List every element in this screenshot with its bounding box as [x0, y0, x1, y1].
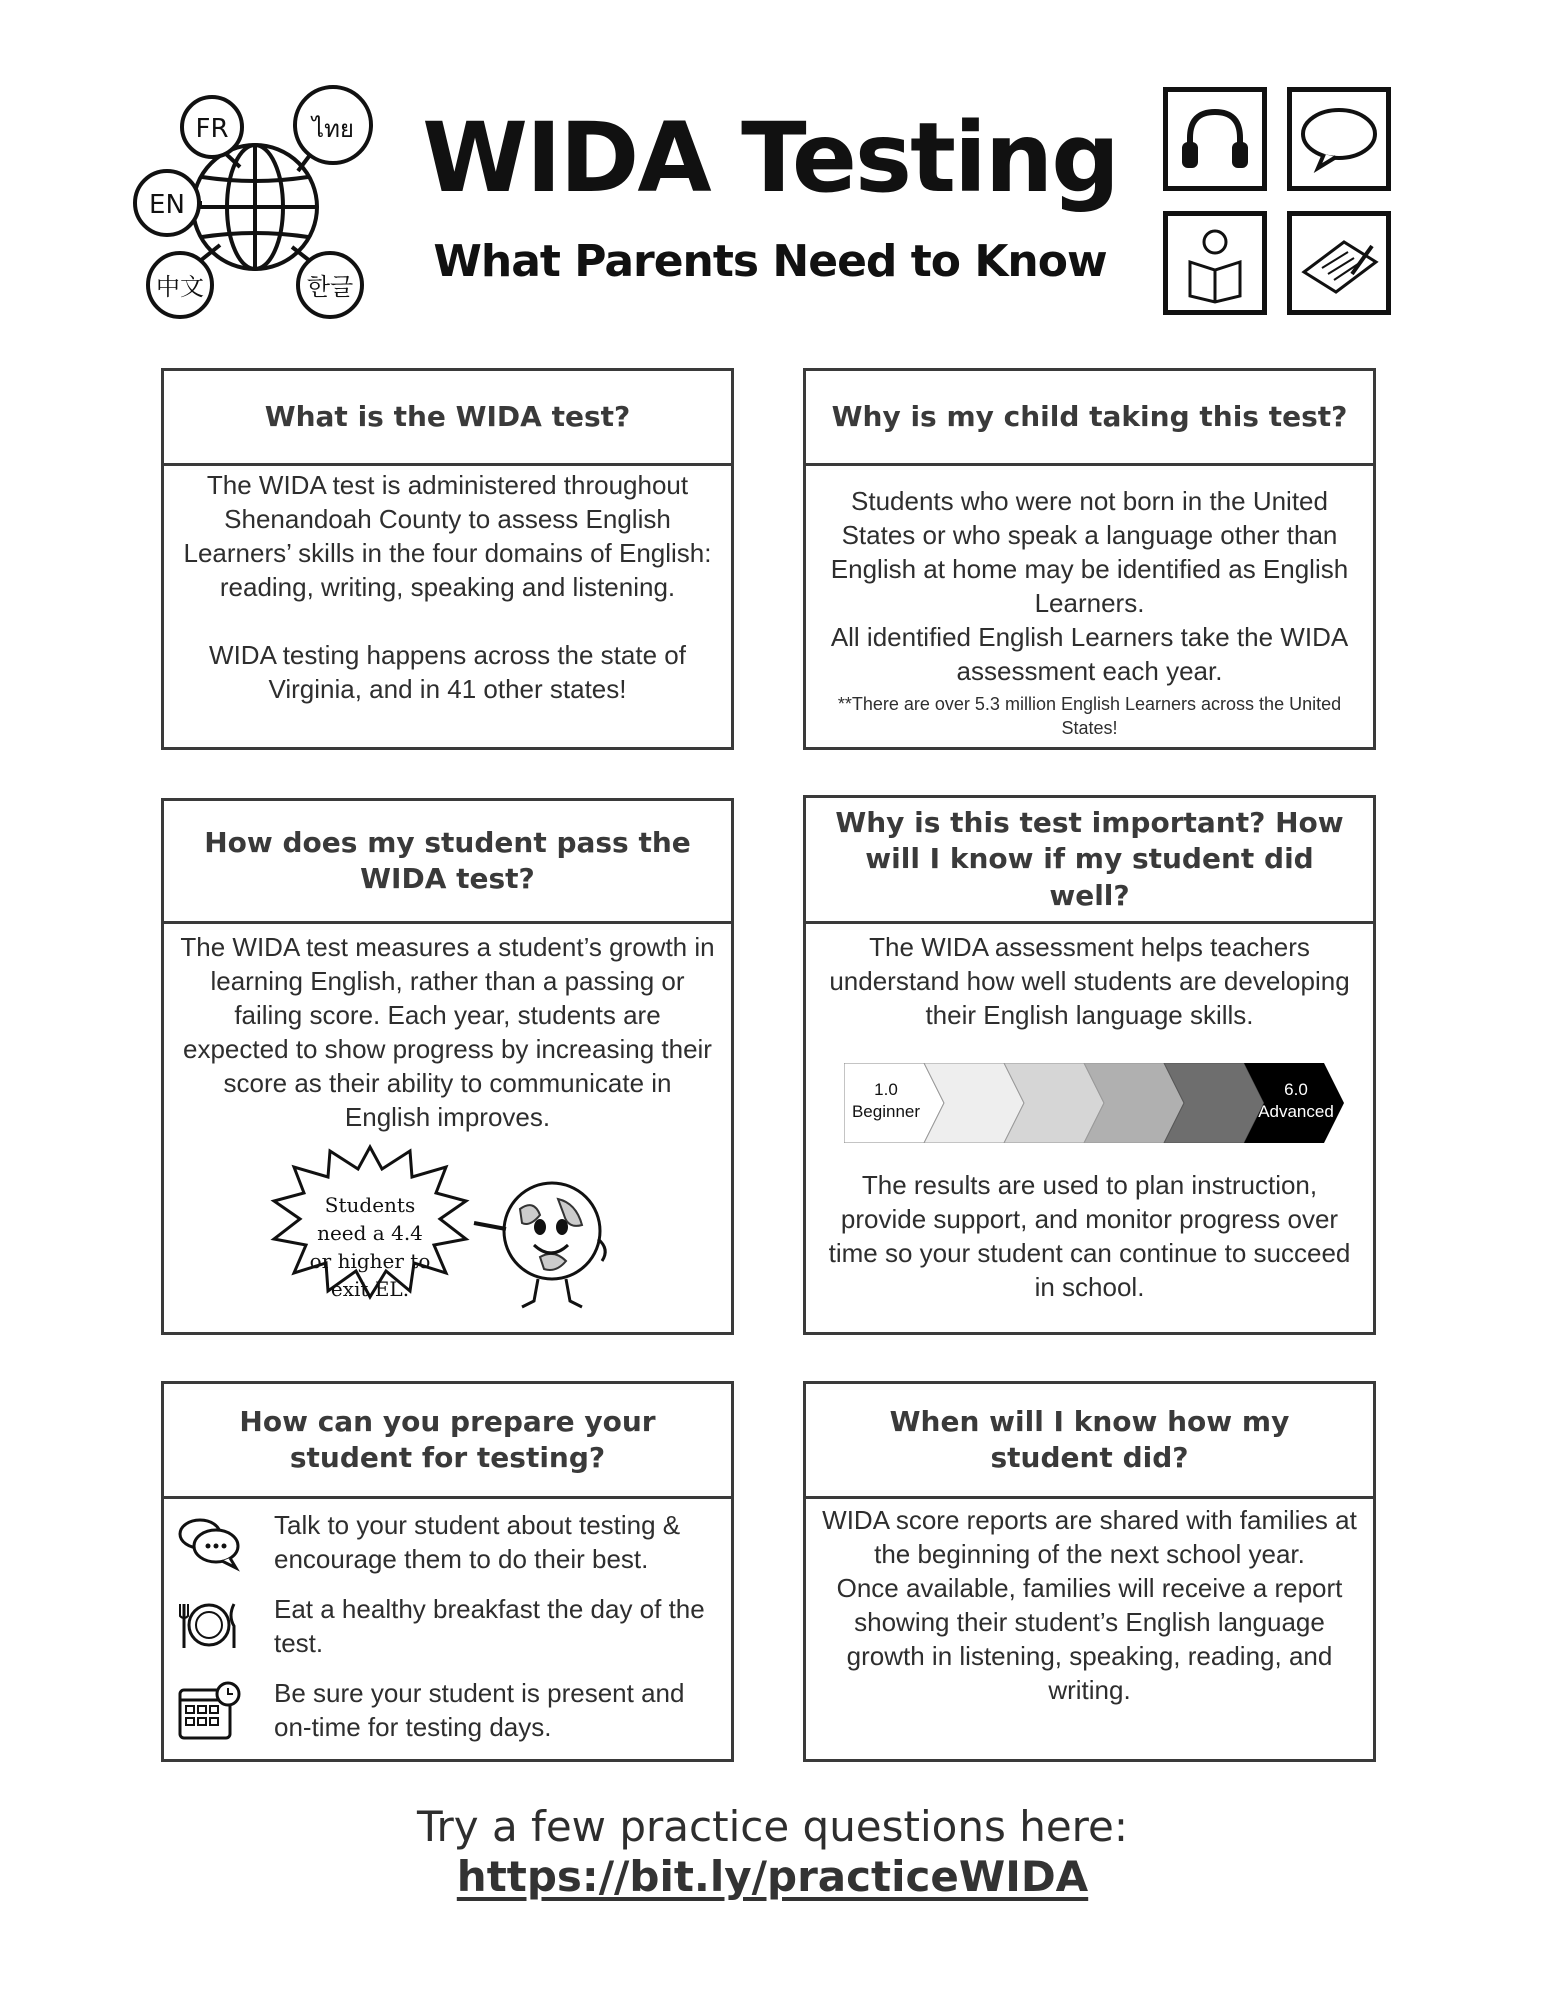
speaking-icon	[1287, 87, 1391, 191]
card-why-taking	[803, 368, 1376, 750]
writing-icon	[1287, 211, 1391, 315]
tip-text: Be sure your student is present and on-time for testing days.	[274, 1678, 685, 1742]
card-paragraph: WIDA score reports are shared with families at the beginning of the next school year.	[822, 1505, 1357, 1569]
header	[0, 0, 1545, 340]
globe-character-icon	[470, 1169, 620, 1319]
card-how-pass	[161, 798, 734, 1335]
practice-link[interactable]: https://bit.ly/practiceWIDA	[456, 1852, 1089, 1901]
card-prepare	[161, 1381, 734, 1762]
card-why-important	[803, 795, 1376, 1335]
card-note: **There are over 5.3 million English Learners across the United States!	[837, 694, 1342, 738]
chat-bubbles-icon	[176, 1510, 242, 1576]
calendar-clock-icon	[176, 1678, 242, 1744]
card-paragraph: The WIDA test measures a student’s growth in learning English, rather than a passing or failing score. Each year, students are expected to show progress by increasing their score as their ability to communicate in English improves.	[180, 932, 715, 1132]
listening-icon	[1163, 87, 1267, 191]
card-body	[806, 1499, 1373, 1759]
card-paragraph: The WIDA assessment helps teachers understand how well students are developing their English language skills.	[829, 932, 1350, 1030]
lang-label: 한글	[306, 273, 354, 301]
card-paragraph: Once available, families will receive a report showing their student’s English language growth in listening, speaking, reading, and writing.	[836, 1573, 1343, 1705]
card-body-results	[806, 1168, 1373, 1332]
tip-item	[164, 1676, 731, 1756]
card-body	[164, 466, 731, 747]
card-title: Why is my child taking this test?	[806, 371, 1373, 466]
card-paragraph: The results are used to plan instruction, provide support, and monitor progress over time so your student can continue to succeed in school.	[828, 1170, 1351, 1302]
scale-low-label: Beginner	[851, 1102, 921, 1121]
scale-high-number: 6.0	[1284, 1080, 1308, 1099]
card-when-results	[803, 1381, 1376, 1762]
card-body	[806, 466, 1373, 747]
lang-label: FR	[195, 114, 229, 144]
scale-high-label: Advanced	[1258, 1102, 1334, 1121]
proficiency-scale	[844, 1063, 1344, 1143]
lang-label: ไทย	[312, 115, 354, 143]
tip-item	[164, 1592, 731, 1672]
lang-label: 中文	[156, 273, 204, 301]
card-title: How does my student pass the WIDA test?	[164, 801, 731, 924]
tip-text: Talk to your student about testing & encourage them to do their best.	[274, 1510, 681, 1574]
scale-low-number: 1.0	[874, 1080, 898, 1099]
page-subtitle: What Parents Need to Know	[433, 236, 1107, 287]
card-paragraph: Students who were not born in the United States or who speak a language other than English at home may be identified as English Learners.	[830, 486, 1349, 618]
card-title: What is the WIDA test?	[164, 371, 731, 466]
exit-criteria-text: Students need a 4.4 or higher to exit EL.	[309, 1193, 431, 1301]
reading-icon	[1163, 211, 1267, 315]
domain-icons	[1163, 87, 1403, 327]
tip-text: Eat a healthy breakfast the day of the test.	[274, 1594, 705, 1658]
card-what-is-wida	[161, 368, 734, 750]
card-paragraph: All identified English Learners take the WIDA assessment each year.	[830, 622, 1349, 686]
card-title: Why is this test important? How will I know if my student did well?	[806, 798, 1373, 924]
plate-utensils-icon	[176, 1592, 242, 1658]
page-title: WIDA Testing	[422, 102, 1118, 214]
footer-prompt: Try a few practice questions here:	[416, 1802, 1129, 1851]
world-languages-icon	[130, 85, 380, 325]
card-title: How can you prepare your student for testing?	[164, 1384, 731, 1499]
card-paragraph: The WIDA test is administered throughout Shenandoah County to assess English Learners’ skills in the four domains of English: reading, writing, speaking and listening.	[183, 470, 712, 602]
lang-label: EN	[149, 190, 185, 220]
card-paragraph: WIDA testing happens across the state of Virginia, and in 41 other states!	[209, 640, 686, 704]
card-title: When will I know how my student did?	[806, 1384, 1373, 1499]
tip-item	[164, 1508, 731, 1588]
